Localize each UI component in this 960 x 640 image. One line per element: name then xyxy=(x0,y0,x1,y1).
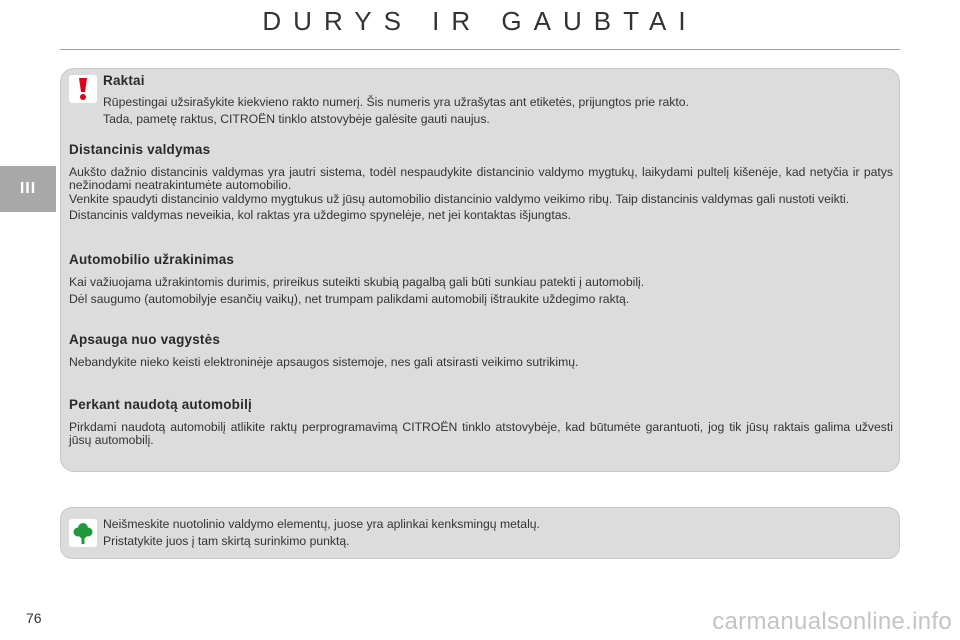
paragraph: Aukšto dažnio distancinis valdymas yra jautri sistema, todėl nespaudykite distancinio valdymo mygtukų, laikydami pultelį kišenėje, kad netyčia ir patys nežinodami neatrakintumėte automobilio. xyxy=(69,165,893,192)
section-heading: Distancinis valdymas xyxy=(69,142,211,157)
paragraph: Pristatykite juos į tam skirtą surinkimo punktą. xyxy=(103,534,350,548)
title-divider xyxy=(60,49,900,50)
watermark: carmanualsonline.info xyxy=(712,608,952,635)
paragraph: Distancinis valdymas neveikia, kol raktas yra uždegimo spynelėje, net jei kontaktas išjungtas. xyxy=(69,207,571,222)
paragraph: Dėl saugumo (automobilyje esančių vaikų), net trumpam palikdami automobilį ištraukite uždegimo raktą. xyxy=(69,292,630,306)
section-heading: Apsauga nuo vagystės xyxy=(69,332,221,347)
tree-icon xyxy=(69,519,97,547)
section-heading: Raktai xyxy=(103,73,145,88)
paragraph: Pirkdami naudotą automobilį atlikite raktų perprogramavimą CITROËN tinklo atstovybėje, kad būtumėte garantuoti, jog tik jūsų raktais galima užvesti jūsų automobilį. xyxy=(69,420,893,447)
section-heading: Perkant naudotą automobilį xyxy=(69,397,252,412)
section-automobilio-uzrakinimas xyxy=(69,252,893,308)
paragraph: Nebandykite nieko keisti elektroninėje apsaugos sistemoje, nes gali atsirasti veikimo sutrikimų. xyxy=(69,355,579,369)
page-title: DURYS IR GAUBTAI xyxy=(262,6,698,36)
paragraph: Venkite spaudyti distancinio valdymo mygtukus už jūsų automobilio distancinio valdymo veikimo ribų. Taip distancinis valdymas gali nustoti veikti. xyxy=(69,192,850,206)
section-heading: Automobilio užrakinimas xyxy=(69,252,235,267)
page-number: 76 xyxy=(26,610,42,626)
section-perkant-naudota-automobili xyxy=(69,397,893,446)
exclamation-icon xyxy=(69,75,97,103)
paragraph: Tada, pametę raktus, CITROËN tinklo atstovybėje galėsite gauti naujus. xyxy=(103,112,490,126)
environment-note-text xyxy=(103,516,883,550)
paragraph: Neišmeskite nuotolinio valdymo elementų, juose yra aplinkai kenksmingų metalų. xyxy=(103,517,540,531)
section-raktai xyxy=(103,73,883,128)
environment-note-box xyxy=(60,507,900,559)
paragraph: Rūpestingai užsirašykite kiekvieno rakto numerį. Šis numeris yra užrašytas ant etiketės, prijungtos prie rakto. xyxy=(103,95,689,109)
chapter-tab: III xyxy=(0,166,56,212)
paragraph: Kai važiuojama užrakintomis durimis, prireikus suteikti skubią pagalbą gali būti sunkiau patekti į automobilį. xyxy=(69,275,645,289)
warning-box xyxy=(60,68,900,472)
section-distancinis-valdymas xyxy=(69,142,893,221)
section-apsauga-nuo-vagystes xyxy=(69,332,893,369)
